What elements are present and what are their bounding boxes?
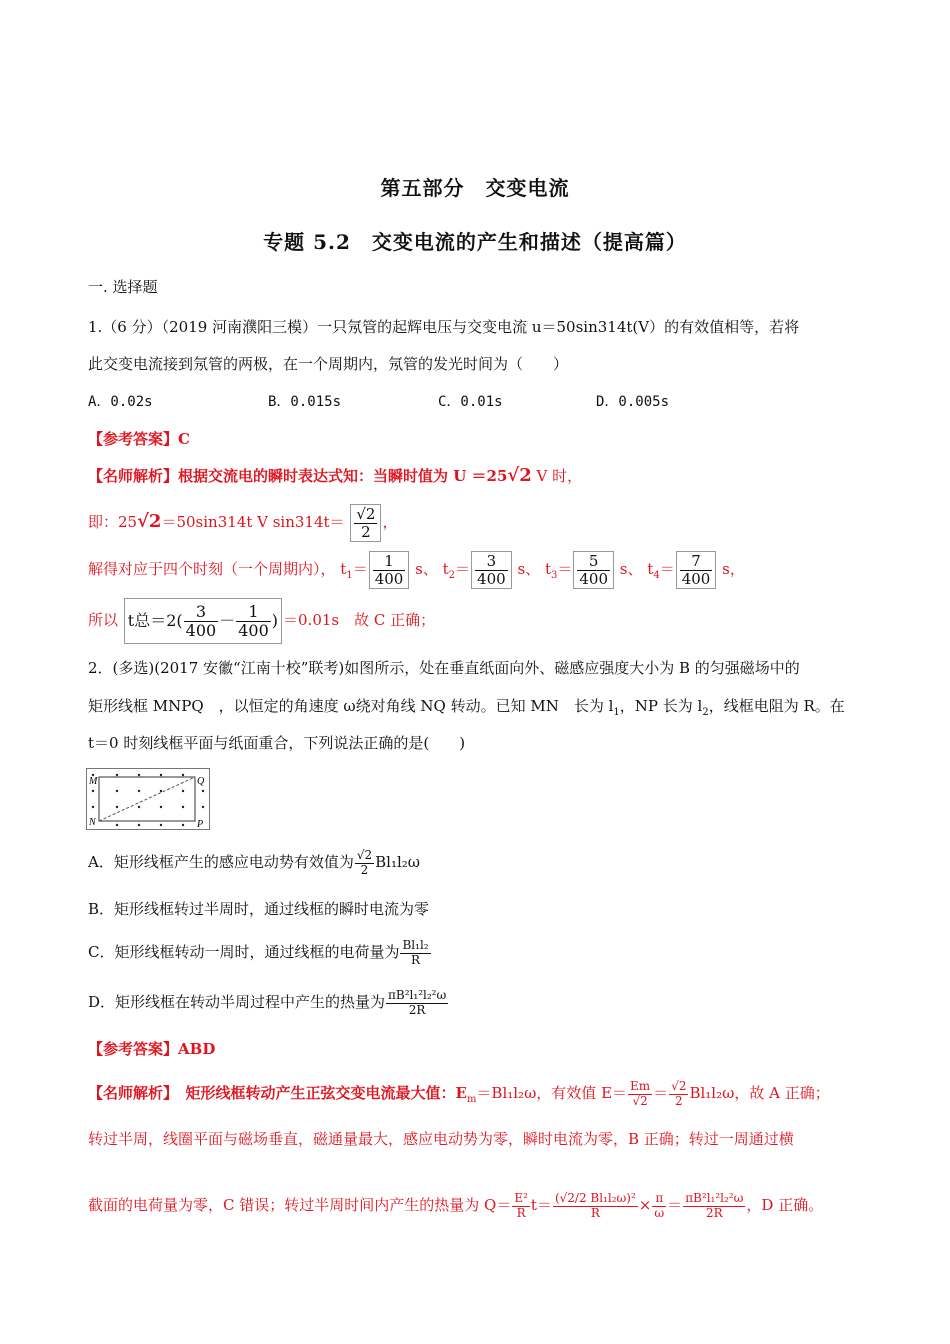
q2-analysis-line2: 转过半周，线圈平面与磁场垂直，磁通量最大，感应电动势为零，瞬时电流为零，B 正确；转过一周通过横	[88, 1130, 794, 1148]
label-m: M	[89, 776, 98, 787]
field-dots	[92, 774, 204, 826]
frame-diagram	[87, 769, 209, 829]
q2-option-c: C．矩形线框转动一周时，通过线框的电荷量为 $\frac{\text{Bl₁l₂}}{R}$	[88, 938, 429, 967]
total-time-expression: t总＝2( $\frac{3}{400}$ － $\frac{1}{400}$ )	[124, 598, 282, 644]
label-q: Q	[197, 776, 205, 787]
magnetic-field-figure	[86, 768, 210, 830]
q1-analysis-l2-b: ＝50sin314t V sin314t＝	[161, 513, 345, 531]
time-t1: $t_1=$ $\frac{1}{400}$ s、	[340, 552, 438, 588]
q1-analysis-text-end: V 时，	[531, 467, 583, 485]
diagonal-nq	[99, 777, 195, 821]
q2-option-a: A．矩形线框产生的感应电动势有效值为 $\frac{√2}{2}$ Bl₁l₂ω	[88, 848, 421, 877]
q2-analysis-line1: 【名师解析】 矩形线框转动产生正弦交变电流最大值：$E_m=Bl_1l_2\omega$，有效值 E＝ $\frac{Em}{√2}$ ＝ $\frac{√2}{2}$ Bl₁l₂ω，故 A 正确；	[88, 1079, 830, 1108]
q1-analysis-l2-end: ，	[382, 513, 398, 531]
q1-analysis-l4-a: 所以	[88, 611, 119, 629]
q1-option-b: B．0.015s	[268, 394, 342, 410]
time-t2: $t_2=$ $\frac{3}{400}$ s、	[442, 552, 541, 588]
fraction-den: 2	[361, 522, 371, 541]
section-heading: 一. 选择题	[88, 278, 158, 296]
sqrt-symbol: √2	[137, 511, 162, 532]
q1-stem-line2: 此交变电流接到氖管的两极，在一个周期内，氖管的发光时间为（ ）	[88, 355, 569, 373]
fraction-root2-over-2	[350, 504, 381, 542]
part-title: 第五部分 交变电流	[380, 176, 570, 200]
topic-title: 专题 5.2 交变电流的产生和描述（提高篇）	[263, 230, 687, 254]
q2-analysis-line3: 截面的电荷量为零，C 错误；转过半周时间内产生的热量为 Q＝ $\frac{\text{E²}}{R}$ t＝ $\frac{\text{(√2/2 Bl₁l₂ω)²}}{R}$ × $\frac{\pi}{\omega}$ ＝ $\frac{\text{πB²l₁²l₂²ω}}{2R}$ ，D 正确。	[88, 1191, 824, 1220]
q2-stem-line2: 矩形线框 MNPQ ，以恒定的角速度 ω绕对角线 NQ 转动。已知 MN 长为 $l_1$，NP 长为 $l_2$，线框电阻为 R。在	[88, 697, 845, 718]
q1-answer: 【参考答案】C	[88, 430, 190, 448]
q2-stem-line3: t＝0 时刻线框平面与纸面重合，下列说法正确的是( )	[88, 734, 466, 752]
time-t4: $t_4=$ $\frac{7}{400}$ s，	[647, 552, 745, 588]
q1-analysis-l3: 解得对应于四个时刻（一个周期内），	[88, 560, 336, 578]
q1-analysis-line3	[88, 548, 745, 590]
q1-options	[88, 391, 788, 411]
q1-analysis-line4	[88, 598, 435, 640]
q2-option-d: D．矩形线框在转动半周过程中产生的热量为 $\frac{\text{πB²l₁²l₂²ω}}{2R}$	[88, 988, 447, 1017]
q1-option-c: C．0.01s	[438, 394, 503, 410]
q1-analysis-text: 【名师解析】根据交流电的瞬时表达式知：当瞬时值为 U ＝25	[88, 467, 508, 485]
q1-option-a: A．0.02s	[88, 394, 153, 410]
q2-stem-line1: 2．(多选)(2017 安徽“江南十校”联考)如图所示，处在垂直纸面向外、磁感应强度大小为 B 的匀强磁场中的	[88, 659, 800, 677]
q1-stem-line1: 1.（6 分）（2019 河南濮阳三模）一只氖管的起辉电压与交变电流 u＝50sin314t(V）的有效值相等，若将	[88, 318, 800, 336]
q1-analysis-line2	[88, 502, 397, 542]
q2-answer: 【参考答案】ABD	[88, 1040, 216, 1058]
q2-option-b: B．矩形线框转过半周时，通过线框的瞬时电流为零	[88, 900, 430, 918]
q1-analysis-line1	[88, 465, 582, 486]
q1-analysis-l2-a: 即：25	[88, 513, 138, 531]
q1-analysis-l4-end: ＝0.01s 故 C 正确；	[283, 611, 436, 629]
q1-option-d: D．0.005s	[596, 394, 670, 410]
label-p: P	[197, 819, 204, 829]
time-t3: $t_3=$ $\frac{5}{400}$ s、	[544, 552, 643, 588]
fraction-num: √2	[356, 505, 376, 523]
label-n: N	[89, 817, 96, 828]
sqrt-symbol: √2	[507, 465, 532, 486]
